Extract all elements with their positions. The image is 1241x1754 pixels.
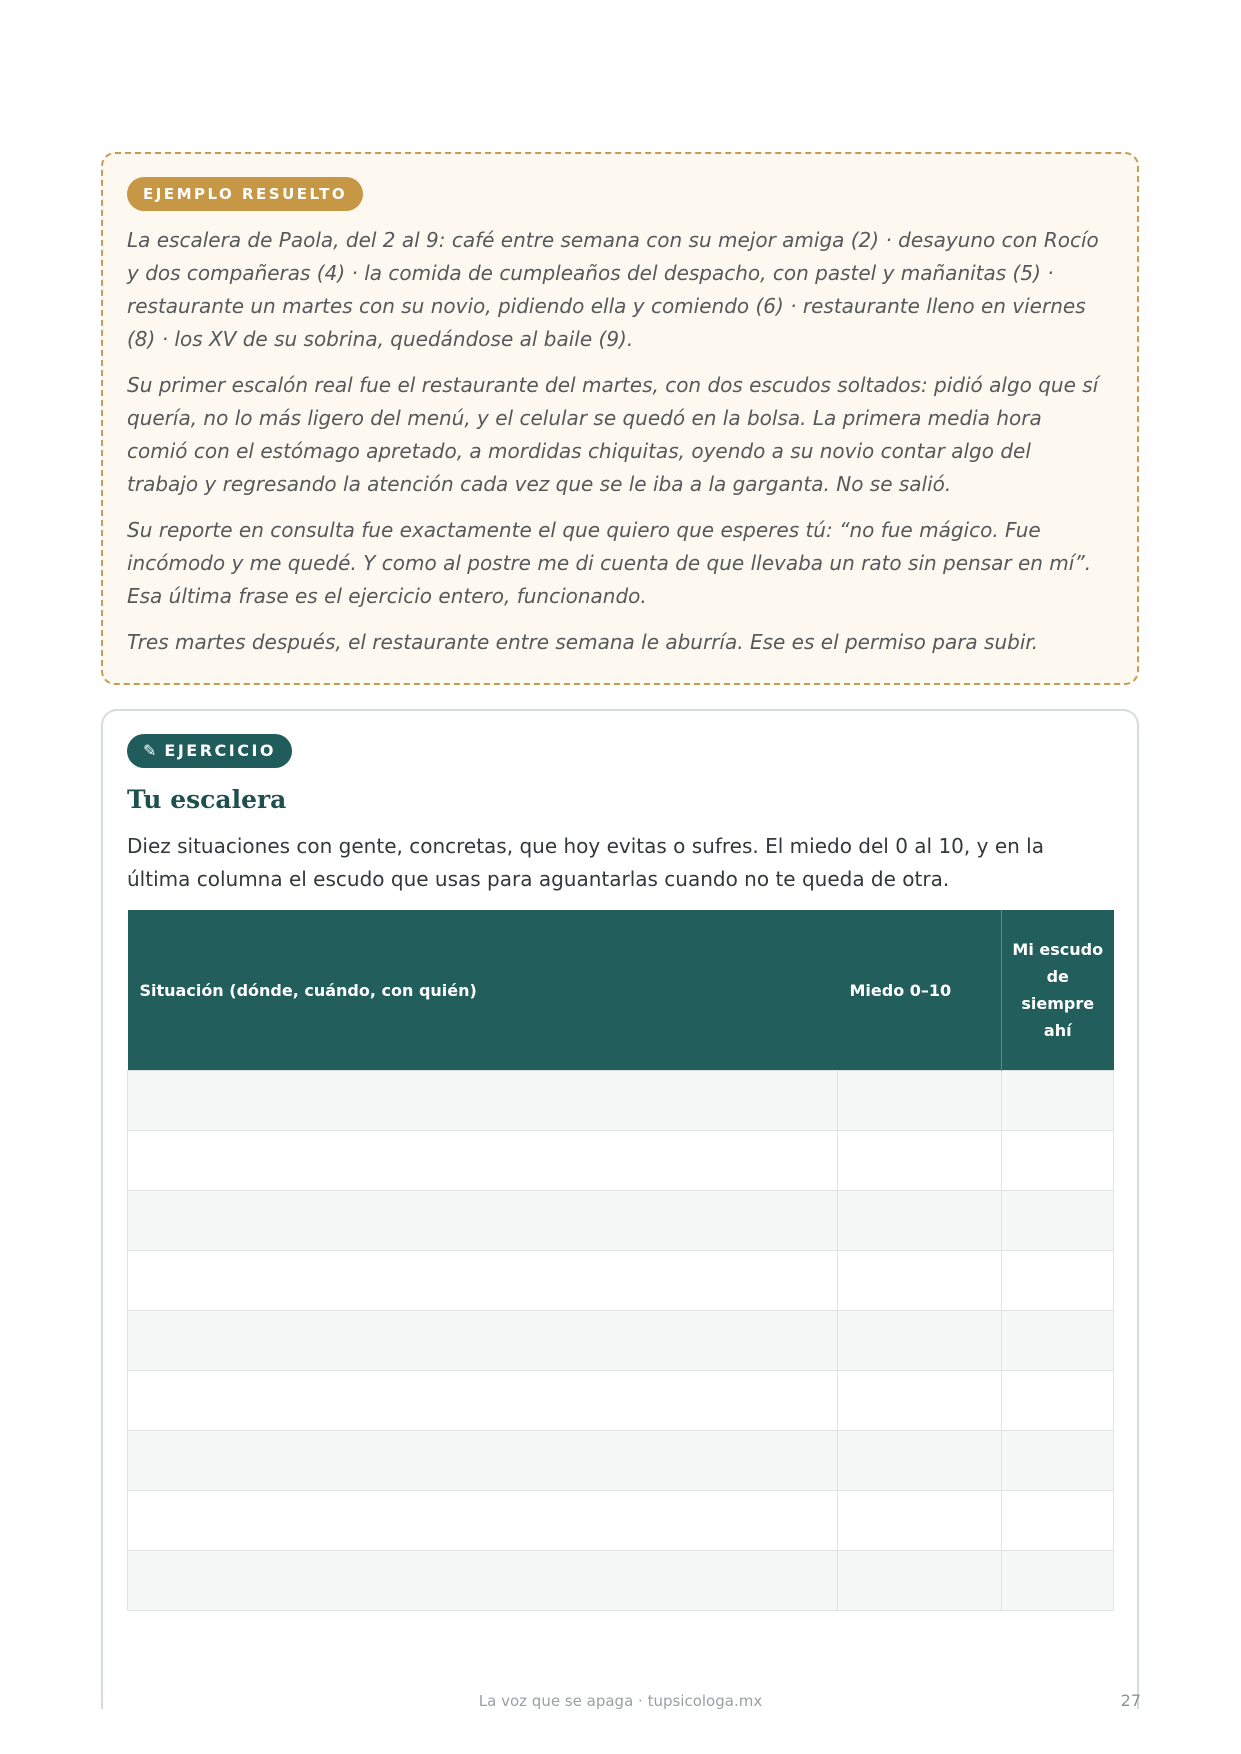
miedo-cell[interactable] [838, 1371, 1002, 1431]
example-text [127, 224, 1102, 672]
header-miedo: Miedo 0–10 [838, 910, 1002, 1071]
header-escudo: Mi escudo de siempre ahí [1002, 910, 1114, 1071]
miedo-cell[interactable] [838, 1191, 1002, 1251]
example-paragraph: Su primer escalón real fue el restaurante del martes, con dos escudos soltados: pidió algo que sí quería, no lo más ligero del menú, y el celular se quedó en la bolsa. La primera media hora comió con el estómago apretado, a mordidas chiquitas, oyendo a su novio contar algo del trabajo y regresando la atención cada vez que se le iba a la garganta. No se salió. [127, 373, 1099, 496]
table-row [128, 1431, 1114, 1491]
exercise-title: Tu escalera [127, 785, 287, 814]
situacion-cell[interactable] [128, 1251, 838, 1311]
miedo-cell[interactable] [838, 1491, 1002, 1551]
table-row [128, 1071, 1114, 1131]
ladder-table [127, 910, 1114, 1611]
example-paragraph: Su reporte en consulta fue exactamente el que quiero que esperes tú: “no fue mágico. Fue incómodo y me quedé. Y como al postre me di cuenta de que llevaba un rato sin pensar en mí”. Esa última frase es el ejercicio entero, funcionando. [127, 518, 1092, 608]
situacion-cell[interactable] [128, 1131, 838, 1191]
escudo-cell[interactable] [1002, 1251, 1114, 1311]
page-number: 27 [1120, 1691, 1141, 1710]
example-paragraph: La escalera de Paola, del 2 al 9: café entre semana con su mejor amiga (2) · desayuno con Rocío y dos compañeras (4) · la comida de cumpleaños del despacho, con pastel y mañanitas (5) · restaurante un martes con su novio, pidiendo ella y comiendo (6) · restaurante lleno en viernes (8) · los XV de su sobrina, quedándose al baile (9). [127, 228, 1099, 351]
escudo-cell[interactable] [1002, 1551, 1114, 1611]
situacion-cell[interactable] [128, 1071, 838, 1131]
escudo-cell[interactable] [1002, 1431, 1114, 1491]
table-row [128, 1251, 1114, 1311]
escudo-cell[interactable] [1002, 1311, 1114, 1371]
table-row [128, 1311, 1114, 1371]
miedo-cell[interactable] [838, 1431, 1002, 1491]
escudo-cell[interactable] [1002, 1191, 1114, 1251]
table-row [128, 1191, 1114, 1251]
table-header-row [128, 910, 1114, 1071]
pencil-icon: ✎ [143, 741, 157, 760]
escudo-cell[interactable] [1002, 1071, 1114, 1131]
exercise-badge-label: EJERCICIO [164, 741, 277, 760]
exercise-badge [127, 734, 292, 768]
example-paragraph: Tres martes después, el restaurante entre semana le aburría. Ese es el permiso para subir. [127, 630, 1039, 654]
miedo-cell[interactable] [838, 1131, 1002, 1191]
miedo-cell[interactable] [838, 1251, 1002, 1311]
exercise-description: Diez situaciones con gente, concretas, que hoy evitas o sufres. El miedo del 0 al 10, y en la última columna el escudo que usas para aguantarlas cuando no te queda de otra. [127, 834, 1044, 891]
table-row [128, 1131, 1114, 1191]
situacion-cell[interactable] [128, 1431, 838, 1491]
escudo-cell[interactable] [1002, 1491, 1114, 1551]
situacion-cell[interactable] [128, 1191, 838, 1251]
miedo-cell[interactable] [838, 1311, 1002, 1371]
escudo-cell[interactable] [1002, 1371, 1114, 1431]
miedo-cell[interactable] [838, 1071, 1002, 1131]
table-row [128, 1551, 1114, 1611]
situacion-cell[interactable] [128, 1371, 838, 1431]
example-badge: EJEMPLO RESUELTO [127, 177, 363, 211]
table-row [128, 1371, 1114, 1431]
header-situacion: Situación (dónde, cuándo, con quién) [128, 910, 838, 1071]
footer-text: La voz que se apaga · tupsicologa.mx [478, 1692, 763, 1710]
miedo-cell[interactable] [838, 1551, 1002, 1611]
situacion-cell[interactable] [128, 1491, 838, 1551]
escudo-cell[interactable] [1002, 1131, 1114, 1191]
situacion-cell[interactable] [128, 1551, 838, 1611]
situacion-cell[interactable] [128, 1311, 838, 1371]
table-row [128, 1491, 1114, 1551]
